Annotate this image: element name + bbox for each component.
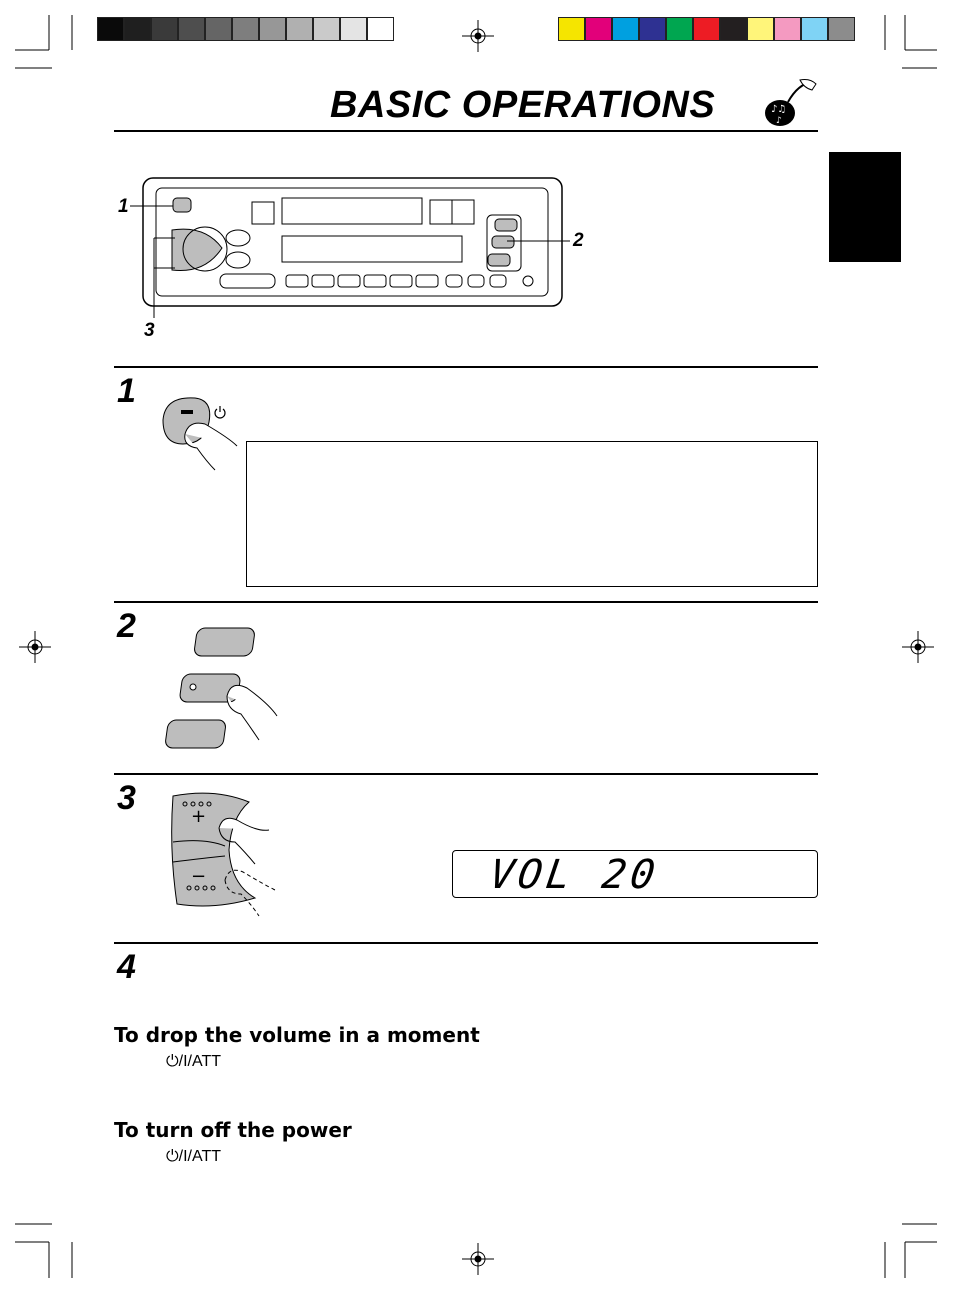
finger-press-icon <box>155 388 245 472</box>
step-divider <box>114 601 818 603</box>
svg-text:−: − <box>191 866 207 887</box>
page-title: BASIC OPERATIONS <box>330 84 716 126</box>
registration-mark-icon <box>19 631 51 663</box>
step-divider <box>114 773 818 775</box>
mode-buttons-illustration <box>165 624 285 750</box>
title-underline <box>114 130 818 132</box>
step-number: 2 <box>117 607 136 645</box>
power-att-button-label: ⏻/I/ATT <box>166 1053 222 1070</box>
registration-mark-icon <box>462 1243 494 1275</box>
power-icon <box>213 405 227 419</box>
step-number: 3 <box>117 779 136 817</box>
section-heading: To drop the volume in a moment <box>114 1023 480 1047</box>
registration-mark-icon <box>902 631 934 663</box>
power-button <box>173 198 191 212</box>
faceplate-diagram <box>110 170 600 345</box>
step-divider <box>114 942 818 944</box>
power-att-button-label: ⏻/I/ATT <box>166 1148 222 1165</box>
lcd-display-text: VOL 20 <box>486 852 662 898</box>
step-number: 4 <box>117 948 136 986</box>
callout-2: 2 <box>573 230 584 251</box>
svg-text:♪♫: ♪♫ <box>771 104 787 115</box>
registration-mark-icon <box>462 20 494 52</box>
note-box <box>246 441 818 587</box>
step-divider <box>114 366 818 368</box>
section-heading: To turn off the power <box>114 1118 352 1142</box>
callout-3: 3 <box>144 320 155 341</box>
language-tab <box>829 152 901 262</box>
volume-control-illustration <box>165 790 285 922</box>
step-number: 1 <box>117 372 136 410</box>
svg-text:+: + <box>191 806 207 827</box>
music-notes-icon <box>760 78 820 130</box>
callout-1: 1 <box>118 196 129 217</box>
svg-text:♪: ♪ <box>776 116 782 126</box>
